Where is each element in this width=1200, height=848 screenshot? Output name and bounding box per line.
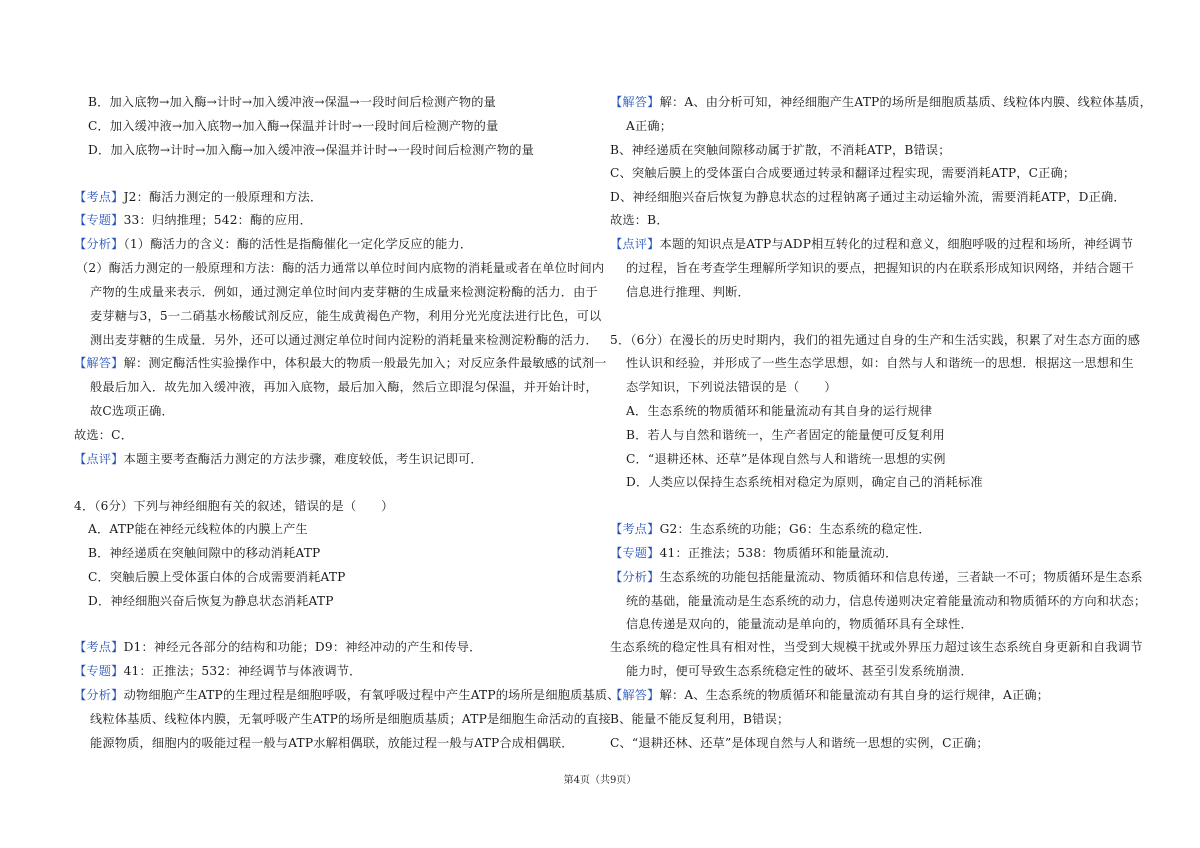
line-text: B、能量不能反复利用，B错误； bbox=[610, 712, 790, 726]
line-text: D．人类应以保持生态系统相对稳定为原则，确定自己的消耗标准 bbox=[626, 475, 983, 489]
line-text: C、突触后膜上的受体蛋白合成要通过转录和翻译过程实现，需要消耗ATP，C正确； bbox=[610, 166, 1076, 180]
section-tag: 【点评】 bbox=[610, 237, 660, 251]
line-text: D、神经细胞兴奋后恢复为静息状态的过程钠离子通过主动运输外流，需要消耗ATP，D正确． bbox=[610, 190, 1126, 204]
section-tag: 【分析】 bbox=[74, 688, 124, 702]
line-text: 般最后加入．故先加入缓冲液，再加入底物，最后加入酶，然后立即混匀保温，并开始计时， bbox=[90, 380, 598, 394]
section-tag: 【点评】 bbox=[74, 452, 124, 466]
line-text: C．加入缓冲液→加入底物→加入酶→保温并计时→一段时间后检测产物的量 bbox=[88, 119, 499, 133]
line-text: 生态系统的稳定性具有相对性，当受到大规模干扰或外界压力超过该生态系统自身更新和自我调节 bbox=[610, 640, 1143, 654]
line-text: 态学知识，下列说法错误的是（ ） bbox=[626, 380, 837, 394]
right-line bbox=[626, 118, 672, 134]
line-text: 产物的生成量来表示．例如，通过测定单位时间内麦芽糖的生成量来检测淀粉酶的活力．由于 bbox=[90, 285, 598, 299]
section-tag: 【解答】 bbox=[610, 688, 660, 702]
line-text: 生态系统的功能包括能量流动、物质循环和信息传递，三者缺一不可；物质循环是生态系 bbox=[659, 570, 1143, 584]
section-tag: 【分析】 bbox=[74, 237, 124, 251]
line-text: D．加入底物→计时→加入酶→加入缓冲液→保温并计时→一段时间后检测产物的量 bbox=[88, 143, 535, 157]
right-line bbox=[626, 663, 973, 679]
line-text: 故选：B． bbox=[610, 213, 669, 227]
section-tag: 【专题】 bbox=[610, 546, 660, 560]
line-text: 41：正推法；532：神经调节与体液调节． bbox=[123, 664, 362, 678]
right-line bbox=[610, 569, 1143, 585]
right-line bbox=[610, 189, 1126, 205]
section-tag: 【解答】 bbox=[74, 356, 124, 370]
line-text: B．若人与自然和谐统一，生产者固定的能量便可反复利用 bbox=[626, 428, 945, 442]
line-text: B、神经递质在突触间隙移动属于扩散，不消耗ATP，B错误； bbox=[610, 143, 951, 157]
line-text: 故C选项正确． bbox=[90, 404, 174, 418]
line-text: A．生态系统的物质循环和能量流动有其自身的运行规律 bbox=[626, 404, 933, 418]
section-tag: 【考点】 bbox=[610, 522, 660, 536]
line-text: 测出麦芽糖的生成量．另外，还可以通过测定单位时间内淀粉的消耗量来检测淀粉酶的活力． bbox=[90, 333, 598, 347]
right-line bbox=[610, 212, 669, 228]
line-text: B．神经递质在突触间隙中的移动消耗ATP bbox=[88, 546, 321, 560]
line-text: 41：正推法；538：物质循环和能量流动． bbox=[659, 546, 898, 560]
line-text: 33：归纳推理；542：酶的应用． bbox=[123, 213, 312, 227]
right-line bbox=[610, 94, 1152, 110]
section-tag: 【考点】 bbox=[74, 640, 124, 654]
line-text: 动物细胞产生ATP的生理过程是细胞呼吸，有氧呼吸过程中产生ATP的场所是细胞质基质、 bbox=[123, 688, 620, 702]
right-line bbox=[610, 332, 1140, 348]
line-text: D．神经细胞兴奋后恢复为静息状态消耗ATP bbox=[88, 594, 334, 608]
line-text: A．ATP能在神经元线粒体的内膜上产生 bbox=[88, 522, 308, 536]
right-line bbox=[626, 355, 1134, 371]
right-line bbox=[610, 521, 931, 537]
line-text: 性认识和经验，并形成了一些生态学思想，如：自然与人和谐统一的思想．根据这一思想和生 bbox=[626, 356, 1134, 370]
right-line bbox=[626, 616, 973, 632]
line-text: 解：测定酶活性实验操作中，体积最大的物质一般最先加入；对反应条件最敏感的试剂一 bbox=[123, 356, 607, 370]
line-text: 本题的知识点是ATP与ADP相互转化的过程和意义，细胞呼吸的过程和场所，神经调节 bbox=[659, 237, 1134, 251]
line-text: A正确； bbox=[626, 119, 673, 133]
page-footer: 第4页（共9页） bbox=[563, 775, 637, 786]
line-text: 信息传递是双向的，能量流动是单向的，物质循环具有全球性． bbox=[626, 617, 973, 631]
line-text: 的过程，旨在考查学生理解所学知识的要点，把握知识的内在联系形成知识网络，并结合题干 bbox=[626, 261, 1134, 275]
right-line bbox=[626, 260, 1134, 276]
section-tag: 【专题】 bbox=[74, 664, 124, 678]
right-line bbox=[610, 165, 1075, 181]
right-line bbox=[626, 451, 946, 467]
line-text: 解：A、由分析可知，神经细胞产生ATP的场所是细胞质基质、线粒体内膜、线粒体基质， bbox=[659, 95, 1152, 109]
line-text: 麦芽糖与3，5一二硝基水杨酸试剂反应，能生成黄褐色产物，利用分光光度法进行比色，可以 bbox=[90, 309, 602, 323]
line-text: 4．（6分）下列与神经细胞有关的叙述，错误的是（ ） bbox=[74, 499, 394, 513]
right-line bbox=[626, 427, 945, 443]
section-tag: 【解答】 bbox=[610, 95, 660, 109]
right-line bbox=[610, 545, 898, 561]
line-text: 能源物质，细胞内的吸能过程一般与ATP水解相偶联，放能过程一般与ATP合成相偶联． bbox=[90, 736, 574, 750]
line-text: B．加入底物→加入酶→计时→加入缓冲液→保温→一段时间后检测产物的量 bbox=[88, 95, 497, 109]
right-line bbox=[610, 142, 951, 158]
section-tag: 【分析】 bbox=[610, 570, 660, 584]
line-text: （2）酶活力测定的一般原理和方法：酶的活力通常以单位时间内底物的消耗量或者在单位时间内 bbox=[76, 261, 605, 275]
line-text: 统的基础，能量流动是生态系统的动力，信息传递则决定着能量流动和物质循环的方向和状态； bbox=[626, 594, 1147, 608]
line-text: 信息进行推理、判断． bbox=[626, 285, 750, 299]
right-line bbox=[610, 236, 1133, 252]
right-line bbox=[610, 735, 989, 751]
right-line bbox=[610, 711, 789, 727]
right-line bbox=[626, 284, 750, 300]
line-text: 本题主要考查酶活力测定的方法步骤，难度较低，考生识记即可． bbox=[123, 452, 483, 466]
section-tag: 【考点】 bbox=[74, 190, 124, 204]
right-line bbox=[626, 474, 983, 490]
line-text: （1）酶活力的含义：酶的活性是指酶催化一定化学反应的能力． bbox=[123, 237, 473, 251]
line-text: 故选：C． bbox=[74, 428, 134, 442]
line-text: 能力时，便可导致生态系统稳定性的破坏、甚至引发系统崩溃． bbox=[626, 664, 973, 678]
right-line bbox=[610, 639, 1143, 655]
section-tag: 【专题】 bbox=[74, 213, 124, 227]
right-line bbox=[626, 403, 932, 419]
line-text: C、“退耕还林、还草”是体现自然与人和谐统一思想的实例，C正确； bbox=[610, 736, 989, 750]
line-text: 线粒体基质、线粒体内膜，无氧呼吸产生ATP的场所是细胞质基质；ATP是细胞生命活动的直接 bbox=[90, 712, 611, 726]
line-text: 解：A、生态系统的物质循环和能量流动有其自身的运行规律，A正确； bbox=[659, 688, 1050, 702]
right-line bbox=[626, 593, 1146, 609]
line-text: C．突触后膜上受体蛋白体的合成需要消耗ATP bbox=[88, 570, 346, 584]
line-text: 5．（6分）在漫长的历史时期内，我们的祖先通过自身的生产和生活实践，积累了对生态方面的感 bbox=[610, 333, 1141, 347]
line-text: D1：神经元各部分的结构和功能；D9：神经冲动的产生和传导． bbox=[123, 640, 482, 654]
line-text: G2：生态系统的功能；G6：生态系统的稳定性． bbox=[659, 522, 931, 536]
right-line bbox=[626, 379, 837, 395]
line-text: J2：酶活力测定的一般原理和方法． bbox=[123, 190, 323, 204]
line-text: C．“退耕还林、还草”是体现自然与人和谐统一思想的实例 bbox=[626, 452, 946, 466]
right-line bbox=[610, 687, 1049, 703]
